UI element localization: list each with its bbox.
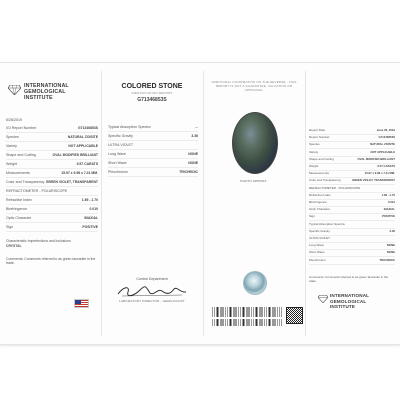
field-value: NATURAL ZOISITE [67,135,98,139]
field-label: Pleochroism [108,170,128,174]
field-row [309,243,395,250]
field-label: Pleochroism [309,257,326,262]
field-row [309,142,395,149]
field-value: NONE [386,243,395,248]
field-row [6,198,98,205]
field-row [309,250,395,257]
field-value: June 26, 2019 [376,128,395,132]
field-value: BIAXIAL [383,207,395,212]
field-row [6,216,98,223]
field-label: Specific Gravity [108,134,133,138]
field-value: ... [195,125,198,129]
field-value: NATURAL ZOISITE [370,142,395,147]
field-value: 3.36 [389,228,395,233]
field-value: 9.57 CARATS [377,164,395,168]
gemstone-photo [232,112,278,174]
inclusions-value: CRYSTAL [6,244,22,248]
qr-code [286,307,303,324]
field-label: REFRACTOMETER - POLARISCOPE [309,185,361,190]
diamond-icon [318,295,328,303]
director-caption: LABORATORY DIRECTOR - GEMOLOGIST [119,299,185,303]
field-label: Long Wave [309,243,325,248]
field-value: OVAL MODIFIED BRILLIANT [52,153,98,157]
report-date: 6/26/2019 [6,118,22,122]
igi-logo-small [318,293,398,315]
additional-info-note: ADDITIONAL INFORMATION ON THE REVERSE - THIS REPORT IS NOT A GUARANTEE, VALUATION OR APPRAISAL [211,80,297,92]
column-separator [305,71,306,336]
field-label: REFRACTOMETER - POLARISCOPE [6,189,68,193]
field-row [108,161,198,168]
field-row [108,170,198,177]
logo-line-2: GEMOLOGICAL [330,298,367,304]
field-label: IGI Report Number [6,126,37,130]
field-label: Shape and Cutting [309,156,334,161]
report-number: G71346853S [137,97,167,103]
diamond-icon [8,85,21,95]
field-label: Species [309,142,320,147]
field-row [108,152,198,159]
field-row [309,150,395,157]
field-row [6,180,98,187]
field-label: Typical Absorption Spectra [108,125,151,129]
field-label: Variety [309,149,319,154]
field-row [309,222,395,229]
field-label: Long Wave [108,152,127,156]
field-row [6,153,98,160]
field-value: OVAL MODIFIED BRILLIANT [357,156,395,161]
field-row [309,236,395,243]
field-label: ULTRA VIOLET [108,143,134,147]
field-label: Variety [6,144,17,148]
field-value: GREEN VIOLET, TRANSPARENT [45,180,98,184]
field-value: 15.97 x 9.98 x 7.41 MM. [61,171,98,175]
logo-line-3: INSTITUTE [24,95,53,101]
column-separator [101,71,102,336]
field-row [309,186,395,193]
field-label: Optic Character [309,207,331,212]
logo-line-1: INTERNATIONAL [330,293,370,298]
field-value: 0.010 [89,207,98,211]
field-value: 1.69 - 1.70 [381,192,395,197]
field-value: NONE [188,161,198,165]
field-value: NONE [386,250,395,255]
field-value: POSITIVE [82,225,98,229]
field-label: Weight [6,162,18,166]
field-row [309,229,395,236]
field-row [309,164,395,171]
field-row [309,200,395,207]
igi-logo [8,83,98,105]
field-label: Typical Absorption Spectra [309,221,345,226]
field-value: 0.010 [388,200,395,204]
comments-text: Comments: Comments referred to as green tanzanite in the trade. [6,257,96,266]
field-row [6,135,98,142]
field-label: Short Wave [108,161,127,165]
field-label: Weight [309,164,319,168]
director-signature [116,284,188,298]
field-value: TRICHROIC [179,170,198,174]
field-value: G71346853S [378,135,395,140]
column-separator [203,71,204,336]
report-title: COLORED STONE [121,83,183,90]
field-label: Color and Transparency [309,178,342,183]
field-value: 3.36 [191,134,198,138]
field-label: Color and Transparency [6,180,45,184]
field-label: Report Number [309,135,330,140]
field-label: ULTRA VIOLET [309,236,330,240]
field-row [6,144,98,151]
field-value: NOT APPLICABLE [68,144,98,148]
report-subtitle: IDENTIFICATION REPORT [131,91,173,95]
field-row [6,189,98,196]
field-label: Short Wave [309,250,325,255]
photo-caption: PHOTO APPROX. [240,179,268,183]
field-row [6,225,98,232]
security-hologram [243,271,267,295]
field-label: Birefringence [6,207,28,211]
field-row [6,126,98,133]
field-label: Sign [6,225,14,229]
field-label: Measurements [6,171,30,175]
logo-line-2: GEMOLOGICAL [24,89,66,95]
barcode-secondary [212,319,282,326]
field-value: BIAXIAL [84,216,98,220]
field-label: Refractive Index [309,192,331,197]
field-row [309,207,395,214]
field-value: 1.69 - 1.70 [81,198,98,202]
field-row [309,157,395,164]
field-value: 9.57 CARATS [76,162,98,166]
field-row [309,193,395,200]
certificate-sheet [0,62,400,345]
field-label: Birefringence [309,200,327,204]
barcode [212,307,282,317]
field-value: 15.97 x 9.98 x 7.41 MM. [364,171,395,176]
field-row [309,258,395,265]
logo-line-3: INSTITUTE [330,304,356,309]
field-value: TRICHROIC [379,257,395,262]
field-row [108,143,198,150]
inclusions-label: Characteristic Imperfections and Inclusions [6,239,71,243]
field-row [309,171,395,178]
logo-line-1: INTERNATIONAL [24,83,69,89]
field-value: GREEN VIOLET, TRANSPARENT [352,178,395,183]
field-row [309,128,395,135]
field-label: Sign [309,214,316,219]
field-row [6,207,98,214]
field-row [6,171,98,178]
field-row [309,214,395,221]
field-row [6,162,98,169]
right-comments-text: Comments: Comments referred to as green tanzanite in the trade. [309,275,389,283]
field-label: Optic Character [6,216,32,220]
field-value: G71346853S [78,126,98,130]
field-label: Specific Gravity [309,228,330,233]
field-label: Shape and Cutting [6,153,36,157]
field-label: Measurements [309,171,329,176]
field-row [309,178,395,185]
us-flag [74,299,89,308]
field-value: POSITIVE [382,214,395,219]
field-row [108,134,198,141]
control-department: Control Department [136,277,168,281]
field-value: NONE [188,152,198,156]
field-label: Report Date [309,128,326,132]
field-label: Species [6,135,19,139]
field-label: Refractive Index [6,198,32,202]
field-row [309,135,395,142]
field-row [108,125,198,132]
field-value: NOT APPLICABLE [370,149,395,154]
